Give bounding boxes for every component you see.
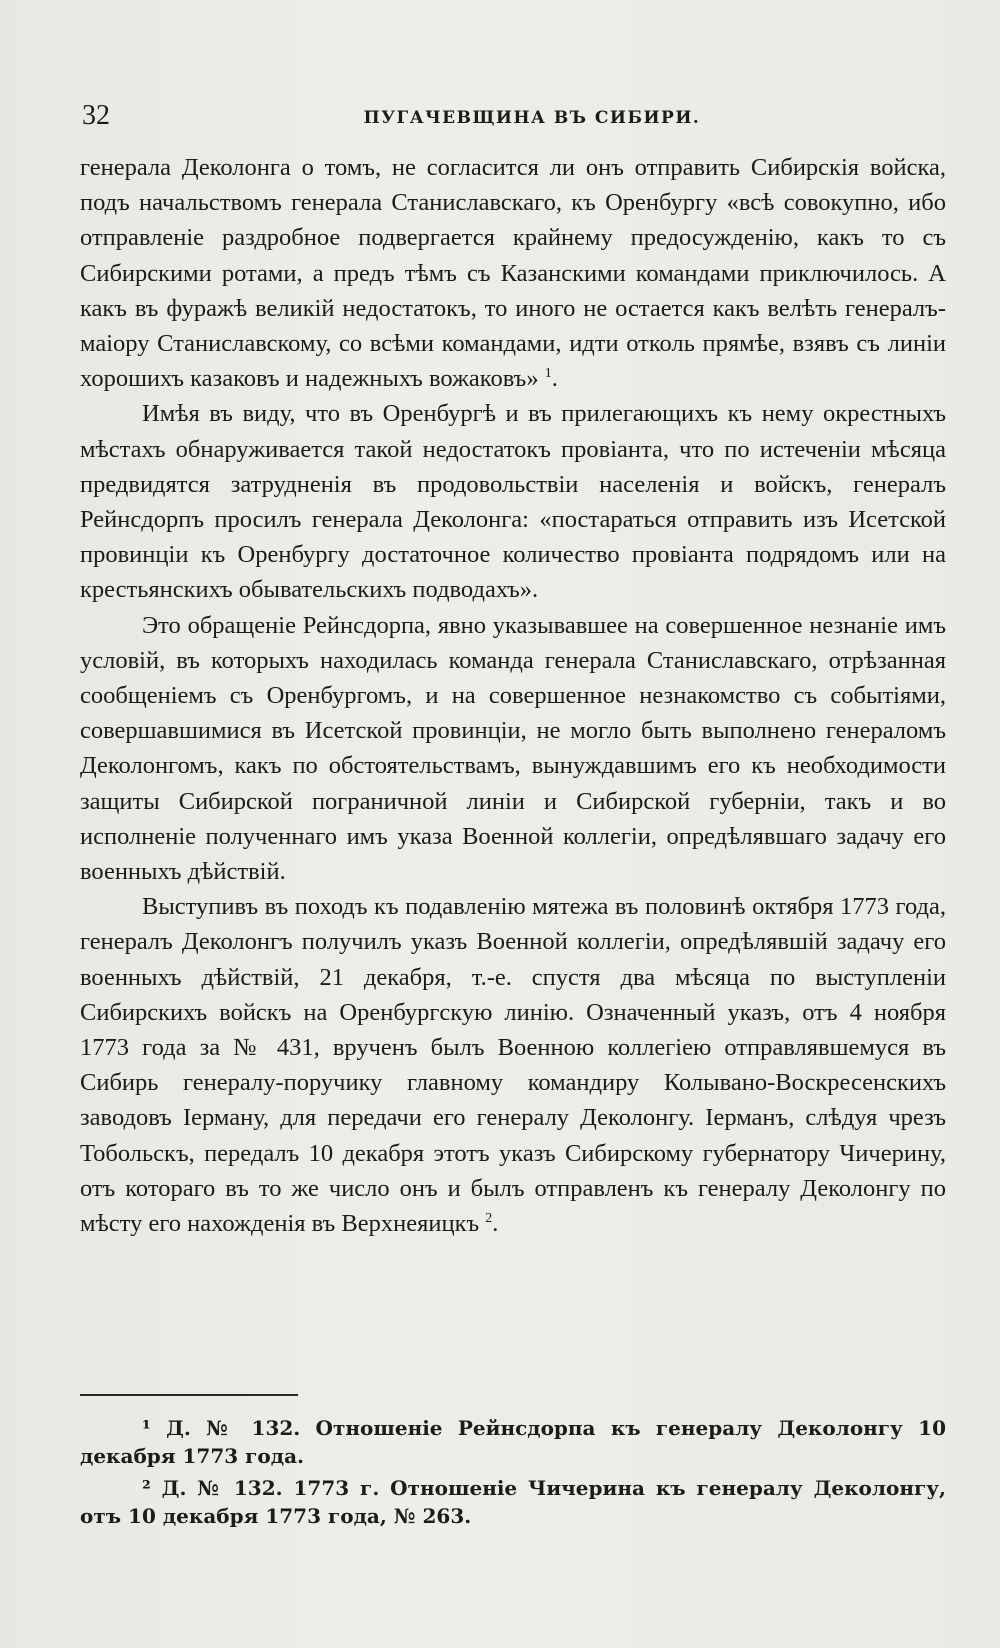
- page-number: 32: [82, 100, 110, 131]
- footnote-divider: [80, 1394, 298, 1396]
- footnote-2: ² Д. № 132. 1773 г. Отношеніе Чичерина къ генералу Деколонгу, отъ 10 декабря 1773 года, № 263.: [80, 1476, 946, 1528]
- paragraph-2: Имѣя въ виду, что въ Оренбургѣ и въ прилегающихъ къ нему окрестныхъ мѣстахъ обнаруживается такой недостатокъ провіанта, что по истеченіи мѣсяца предвидятся затрудненія въ продовольствіи населенія и войскъ, генералъ Рейнсдорпъ просилъ генерала Деколонга: «постараться отправить изъ Исетской провинціи къ Оренбургу достаточное количество провіанта подрядомъ или на крестьянскихъ обывательскихъ подводахъ».: [80, 400, 946, 604]
- paragraph-4-text: Выступивъ въ походъ къ подавленію мятежа въ половинѣ октября 1773 года, генералъ Деколонгъ получилъ указъ Военной коллегіи, опредѣлявшій задачу его военныхъ дѣйствій, 21 декабря, т.-е. спустя два мѣсяца по выступленіи Сибирскихъ войскъ на Оренбургскую линію. Означенный указъ, отъ 4 ноября 1773 года за № 431, врученъ былъ Военною коллегіею отправлявшемуся въ Сибирь генералу-поручику главному командиру Колывано-Воскресенскихъ заводовъ Іерману, для передачи его генералу Деколонгу. Іерманъ, слѣдуя чрезъ Тобольскъ, передалъ 10 декабря этотъ указъ Сибирскому губернатору Чичерину, отъ котораго въ то же число онъ и былъ отправленъ къ генералу Деколонгу по мѣсту его нахожденія въ Верхнеяицкъ: [80, 893, 946, 1238]
- running-title: ПУГАЧЕВЩИНА ВЪ СИБИРИ.: [363, 108, 701, 128]
- body-text: [80, 150, 946, 1241]
- footnote-ref-2[interactable]: 2: [485, 1210, 493, 1226]
- running-head: [82, 100, 942, 140]
- paragraph-1: [80, 150, 946, 396]
- footnotes: [80, 1414, 946, 1534]
- paragraph-1-end: .: [551, 365, 558, 393]
- footnote-ref-1[interactable]: 1: [544, 366, 552, 382]
- paragraph-3: Это обращеніе Рейнсдорпа, явно указывавшее на совершенное незнаніе имъ условій, въ которыхъ находилась команда генерала Станиславскаго, отрѣзанная сообщеніемъ съ Оренбургомъ, и на совершенное незнакомство съ событіями, совершавшимися въ Исетской провинціи, не могло быть выполнено генераломъ Деколонгомъ, какъ по обстоятельствамъ, вынуждавшимъ его къ необходимости защиты Сибирской пограничной линіи и Сибирской губерніи, такъ и во исполненіе полученнаго имъ указа Военной коллегіи, опредѣлявшаго задачу его военныхъ дѣйствій.: [80, 611, 946, 886]
- paragraph-1-text: генерала Деколонга о томъ, не согласится ли онъ отправить Сибирскія войска, подъ начальствомъ генерала Станиславскаго, къ Оренбургу «всѣ совокупно, ибо отправленіе раздробное подвергается крайнему предосужденію, какъ то съ Сибирскими ротами, а предъ тѣмъ съ Казанскими командами приключилось. А какъ въ фуражѣ великій недостатокъ, то иного не остается какъ велѣть генералъ-маіору Станиславскому, со всѣми командами, идти отколь прямѣе, взявъ съ линіи хорошихъ казаковъ и надежныхъ вожаковъ»: [80, 154, 946, 393]
- paragraph-4: [80, 889, 946, 1241]
- paragraph-4-end: .: [492, 1210, 499, 1238]
- footnote-1: ¹ Д. № 132. Отношеніе Рейнсдорпа къ генералу Деколонгу 10 декабря 1773 года.: [80, 1416, 946, 1468]
